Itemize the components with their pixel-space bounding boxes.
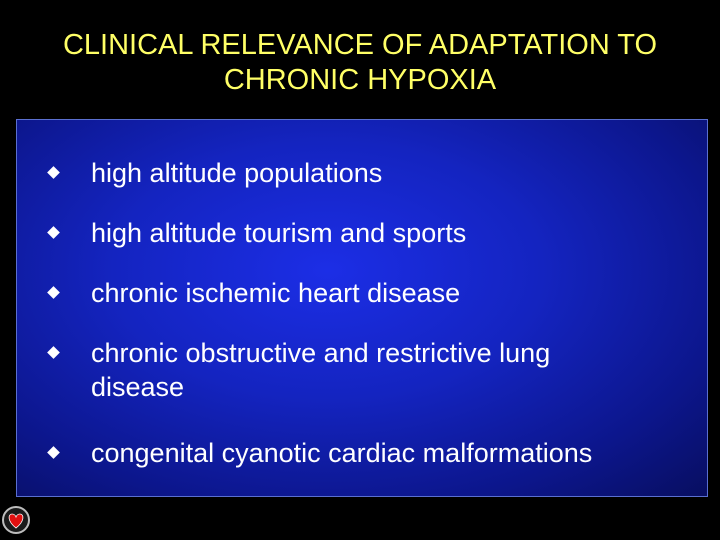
bullet-item [49, 156, 689, 190]
diamond-bullet-icon [47, 346, 60, 359]
slide-title-line-2: CHRONIC HYPOXIA [223, 64, 497, 96]
diamond-bullet-icon [47, 166, 60, 179]
bullet-text: chronic obstructive and restrictive lung disease [91, 338, 551, 402]
bullet-item [49, 436, 689, 470]
bullet-text: congenital cyanotic cardiac malformations [91, 438, 593, 468]
heart-logo-icon [1, 505, 31, 535]
diamond-bullet-icon [47, 226, 60, 239]
bullet-text: high altitude populations [91, 158, 383, 188]
slide-title [0, 28, 720, 98]
slide-title-line-1: CLINICAL RELEVANCE OF ADAPTATION TO [62, 29, 658, 61]
bullet-item [49, 336, 609, 404]
bullet-item [49, 216, 689, 250]
bullet-item [49, 276, 689, 310]
content-panel [16, 119, 708, 497]
bullet-text: high altitude tourism and sports [91, 218, 467, 248]
bullet-text: chronic ischemic heart disease [91, 278, 461, 308]
diamond-bullet-icon [47, 286, 60, 299]
diamond-bullet-icon [47, 446, 60, 459]
